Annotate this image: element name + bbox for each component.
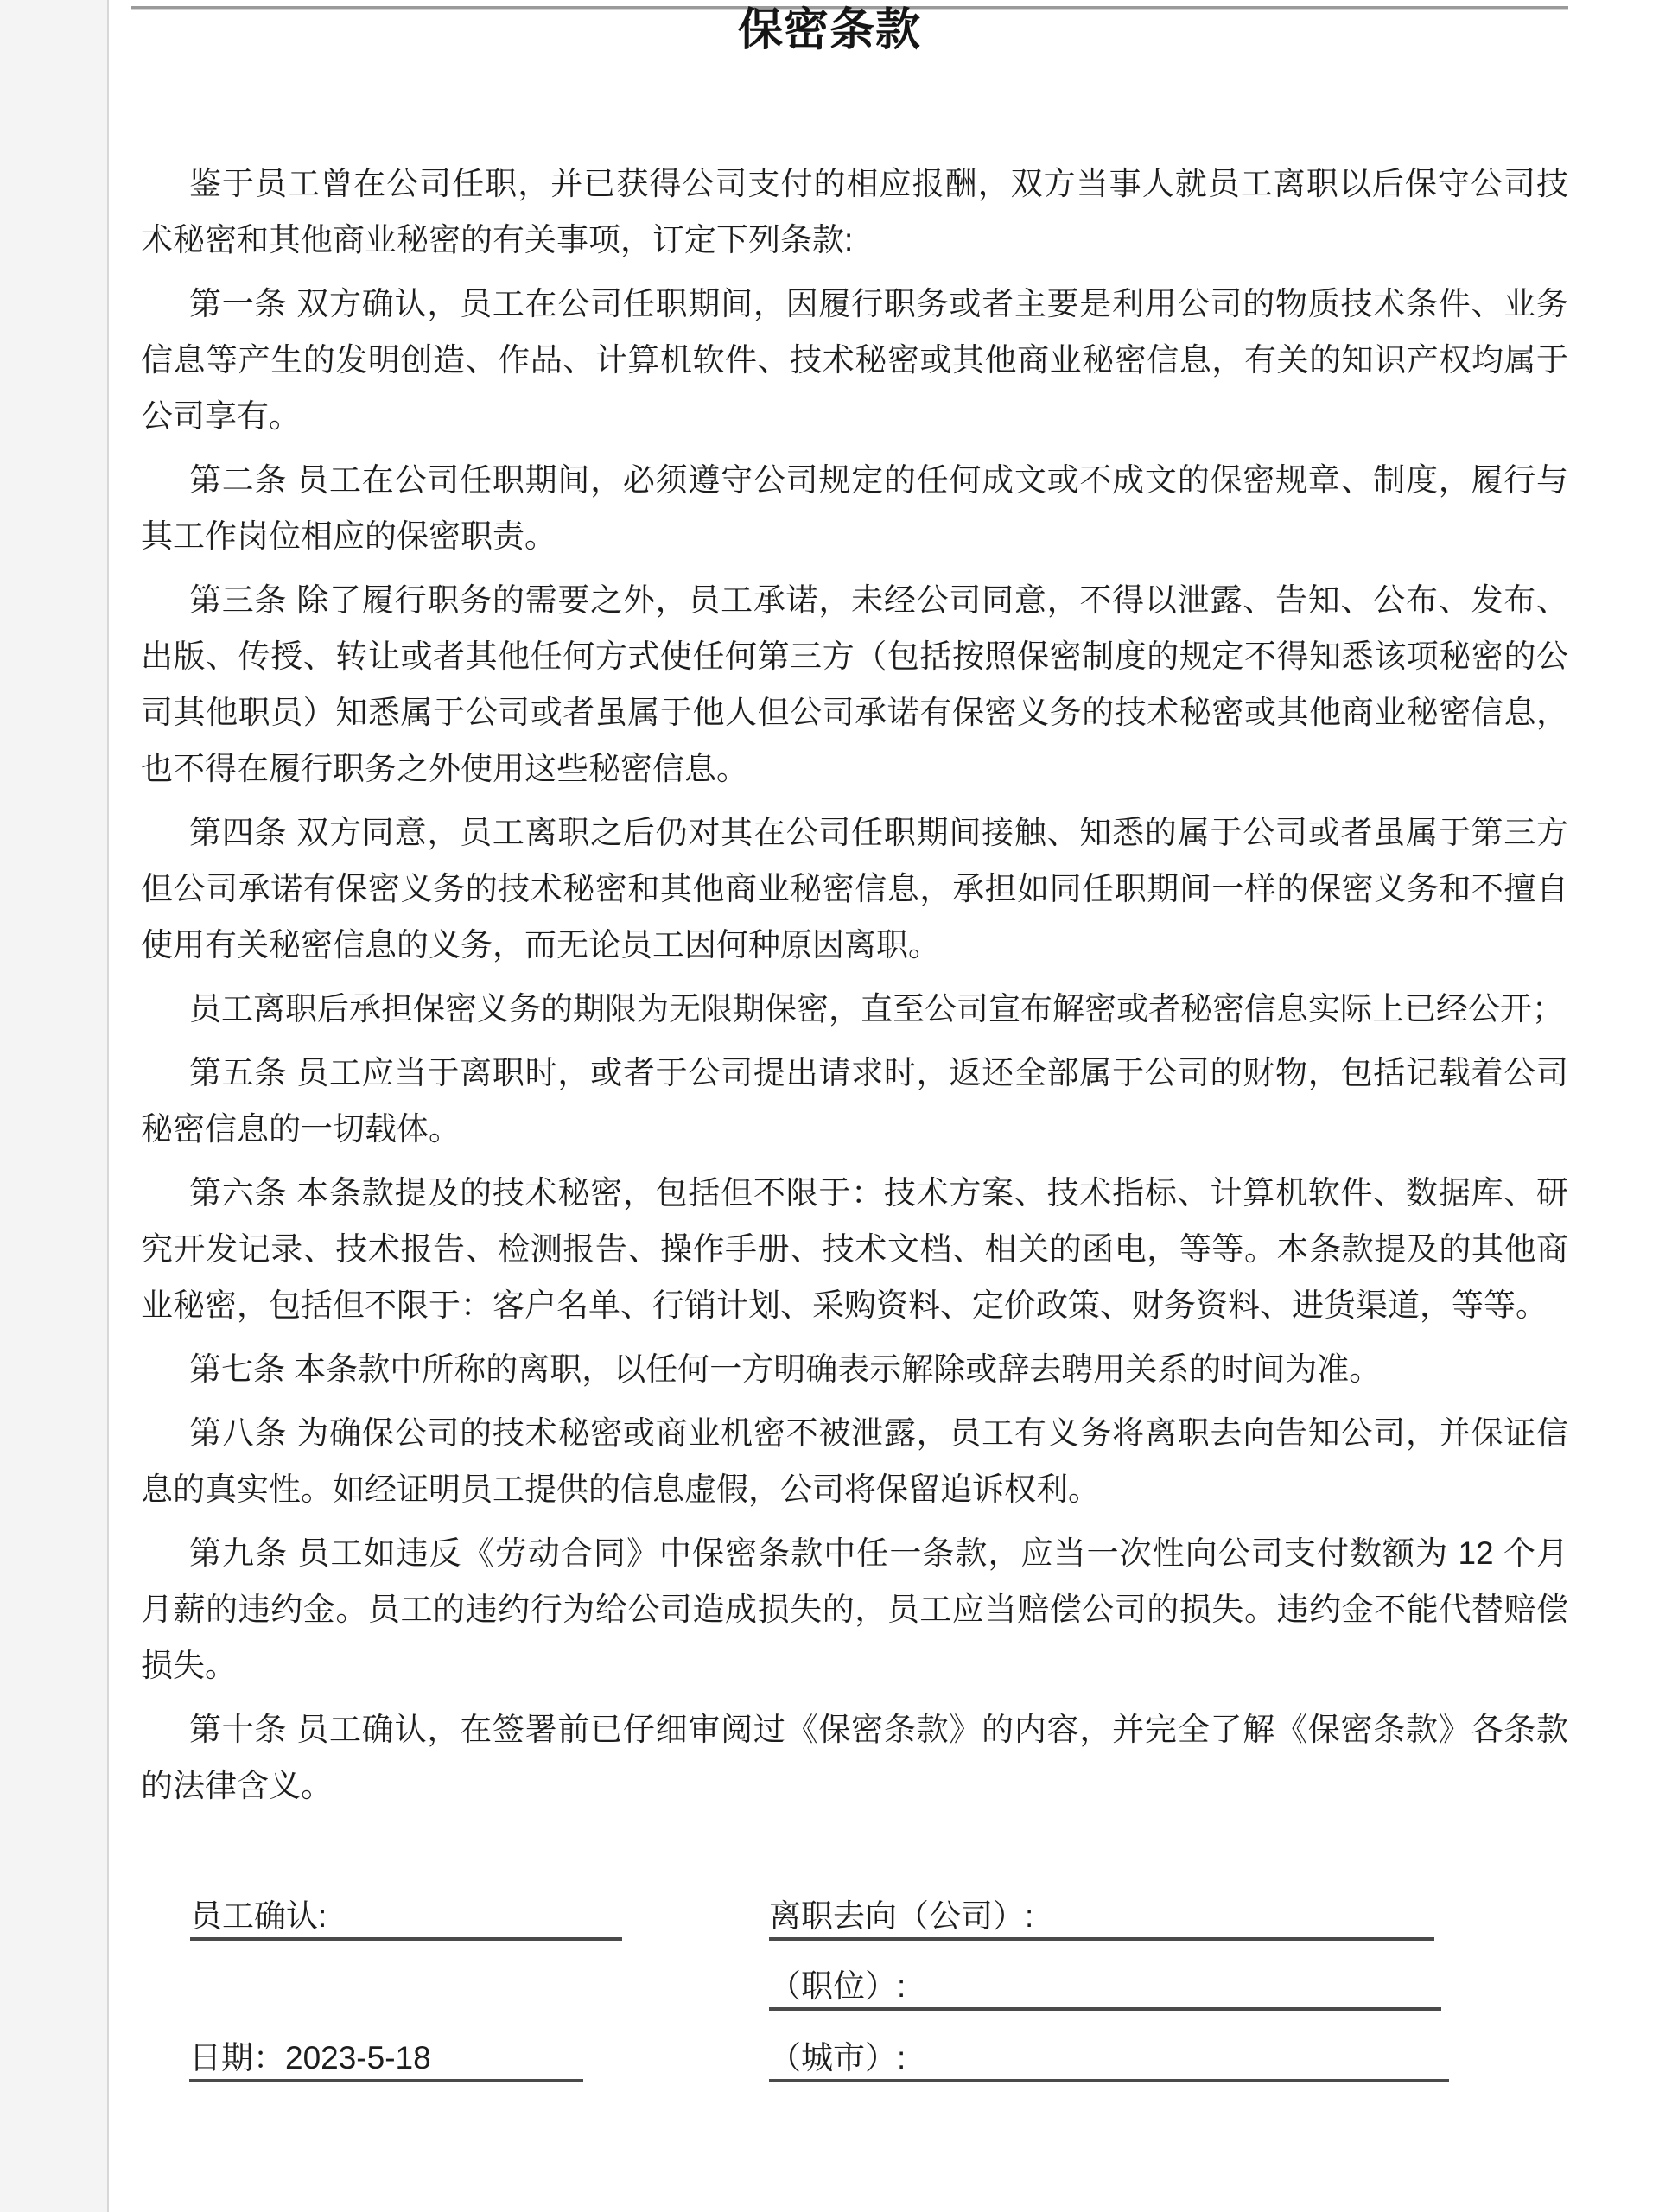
paragraph-line: 月薪的违约金。员工的违约行为给公司造成损失的，员工应当赔偿公司的损失。违约金不能代替赔偿	[141, 1592, 1568, 1627]
paragraph-line: 第五条 员工应当于离职时，或者于公司提出请求时，返还全部属于公司的财物，包括记载着公司	[189, 1055, 1568, 1090]
date-field	[189, 2010, 583, 2082]
paragraph-line: 其工作岗位相应的保密职责。	[141, 518, 556, 554]
paragraph-line: 息的真实性。如经证明员工提供的信息虚假，公司将保留追诉权利。	[141, 1471, 1100, 1507]
paragraph-line: 信息等产生的发明创造、作品、计算机软件、技术秘密或其他商业秘密信息，有关的知识产权均属于	[141, 342, 1568, 378]
paragraph	[141, 1165, 1568, 1333]
paragraph	[141, 1405, 1568, 1517]
position-field	[769, 1938, 1441, 2011]
employee-confirm-field	[190, 1868, 622, 1941]
paragraph-line: 秘密信息的一切载体。	[141, 1111, 461, 1147]
paragraph	[141, 276, 1568, 444]
paragraph-line: 鉴于员工曾在公司任职，并已获得公司支付的相应报酬，双方当事人就员工离职以后保守公司技	[189, 166, 1568, 201]
paragraph-line: 第九条 员工如违反《劳动合同》中保密条款中任一条款，应当一次性向公司支付数额为 12 个月	[189, 1535, 1568, 1571]
employee-confirm-label: 员工确认:	[190, 1898, 327, 1934]
paragraph	[141, 1045, 1568, 1157]
paragraph-line: 第三条 除了履行职务的需要之外，员工承诺，未经公司同意，不得以泄露、告知、公布、发布、	[189, 582, 1568, 618]
departure-company-label: 离职去向（公司）:	[769, 1898, 1034, 1934]
paragraph-line: 第四条 双方同意，员工离职之后仍对其在公司任职期间接触、知悉的属于公司或者虽属于第三方	[189, 815, 1568, 850]
paragraph-line: 第八条 为确保公司的技术秘密或商业机密不被泄露，员工有义务将离职去向告知公司，并保证信	[189, 1415, 1568, 1451]
date-label: 日期：	[189, 2040, 285, 2075]
paragraph-line: 但公司承诺有保密义务的技术秘密和其他商业秘密信息，承担如同任职期间一样的保密义务和不擅自	[141, 871, 1568, 906]
paragraph-line: 术秘密和其他商业秘密的有关事项，订定下列条款:	[141, 222, 854, 257]
signature-row-2	[0, 1938, 1659, 2011]
paragraph	[141, 804, 1568, 973]
departure-company-field	[769, 1868, 1434, 1941]
paragraph-line: 也不得在履行职务之外使用这些秘密信息。	[141, 751, 748, 786]
signature-row-1	[0, 1868, 1659, 1941]
position-label: （职位）:	[769, 1968, 906, 2004]
paragraph-line: 业秘密，包括但不限于：客户名单、行销计划、采购资料、定价政策、财务资料、进货渠道，等等。	[141, 1287, 1548, 1323]
paragraph	[141, 156, 1568, 268]
paragraph	[141, 572, 1568, 797]
paragraph-line: 第六条 本条款提及的技术秘密，包括但不限于：技术方案、技术指标、计算机软件、数据库、研	[189, 1175, 1568, 1211]
paragraph-line: 第二条 员工在公司任职期间，必须遵守公司规定的任何成文或不成文的保密规章、制度，履行与	[189, 462, 1568, 498]
paragraph-line: 第七条 本条款中所称的离职，以任何一方明确表示解除或辞去聘用关系的时间为准。	[189, 1351, 1382, 1387]
paragraph	[141, 981, 1568, 1037]
paragraph-line: 第一条 双方确认，员工在公司任职期间，因履行职务或者主要是利用公司的物质技术条件、业务	[189, 286, 1568, 321]
paragraph	[141, 1341, 1568, 1397]
document-title: 保密条款	[737, 5, 921, 55]
paragraph-line: 员工离职后承担保密义务的期限为无限期保密，直至公司宣布解密或者秘密信息实际上已经公开；	[189, 991, 1564, 1027]
paragraph-line: 公司享有。	[141, 398, 301, 434]
paragraph-line: 司其他职员）知悉属于公司或者虽属于他人但公司承诺有保密义务的技术秘密或其他商业秘密信息，	[141, 695, 1568, 730]
paragraph-line: 的法律含义。	[141, 1768, 333, 1803]
paragraph	[141, 1525, 1568, 1694]
paragraph-line: 究开发记录、技术报告、检测报告、操作手册、技术文档、相关的函电，等等。本条款提及的其他商	[141, 1231, 1568, 1267]
paragraph-line: 损失。	[141, 1648, 237, 1683]
date-label-and-value	[189, 2039, 431, 2079]
paragraph-line: 出版、传授、转让或者其他任何方式使任何第三方（包括按照保密制度的规定不得知悉该项秘密的公	[141, 639, 1568, 674]
date-value: 2023-5-18	[285, 2040, 431, 2075]
paragraph	[141, 452, 1568, 564]
document-body	[141, 156, 1568, 1821]
city-field	[769, 2010, 1449, 2082]
paragraph-line: 第十条 员工确认，在签署前已仔细审阅过《保密条款》的内容，并完全了解《保密条款》各条款	[189, 1712, 1568, 1747]
signature-row-3	[0, 2010, 1659, 2082]
city-label: （城市）:	[769, 2040, 906, 2075]
paragraph-line: 使用有关秘密信息的义务，而无论员工因何种原因离职。	[141, 927, 940, 963]
paragraph	[141, 1701, 1568, 1814]
